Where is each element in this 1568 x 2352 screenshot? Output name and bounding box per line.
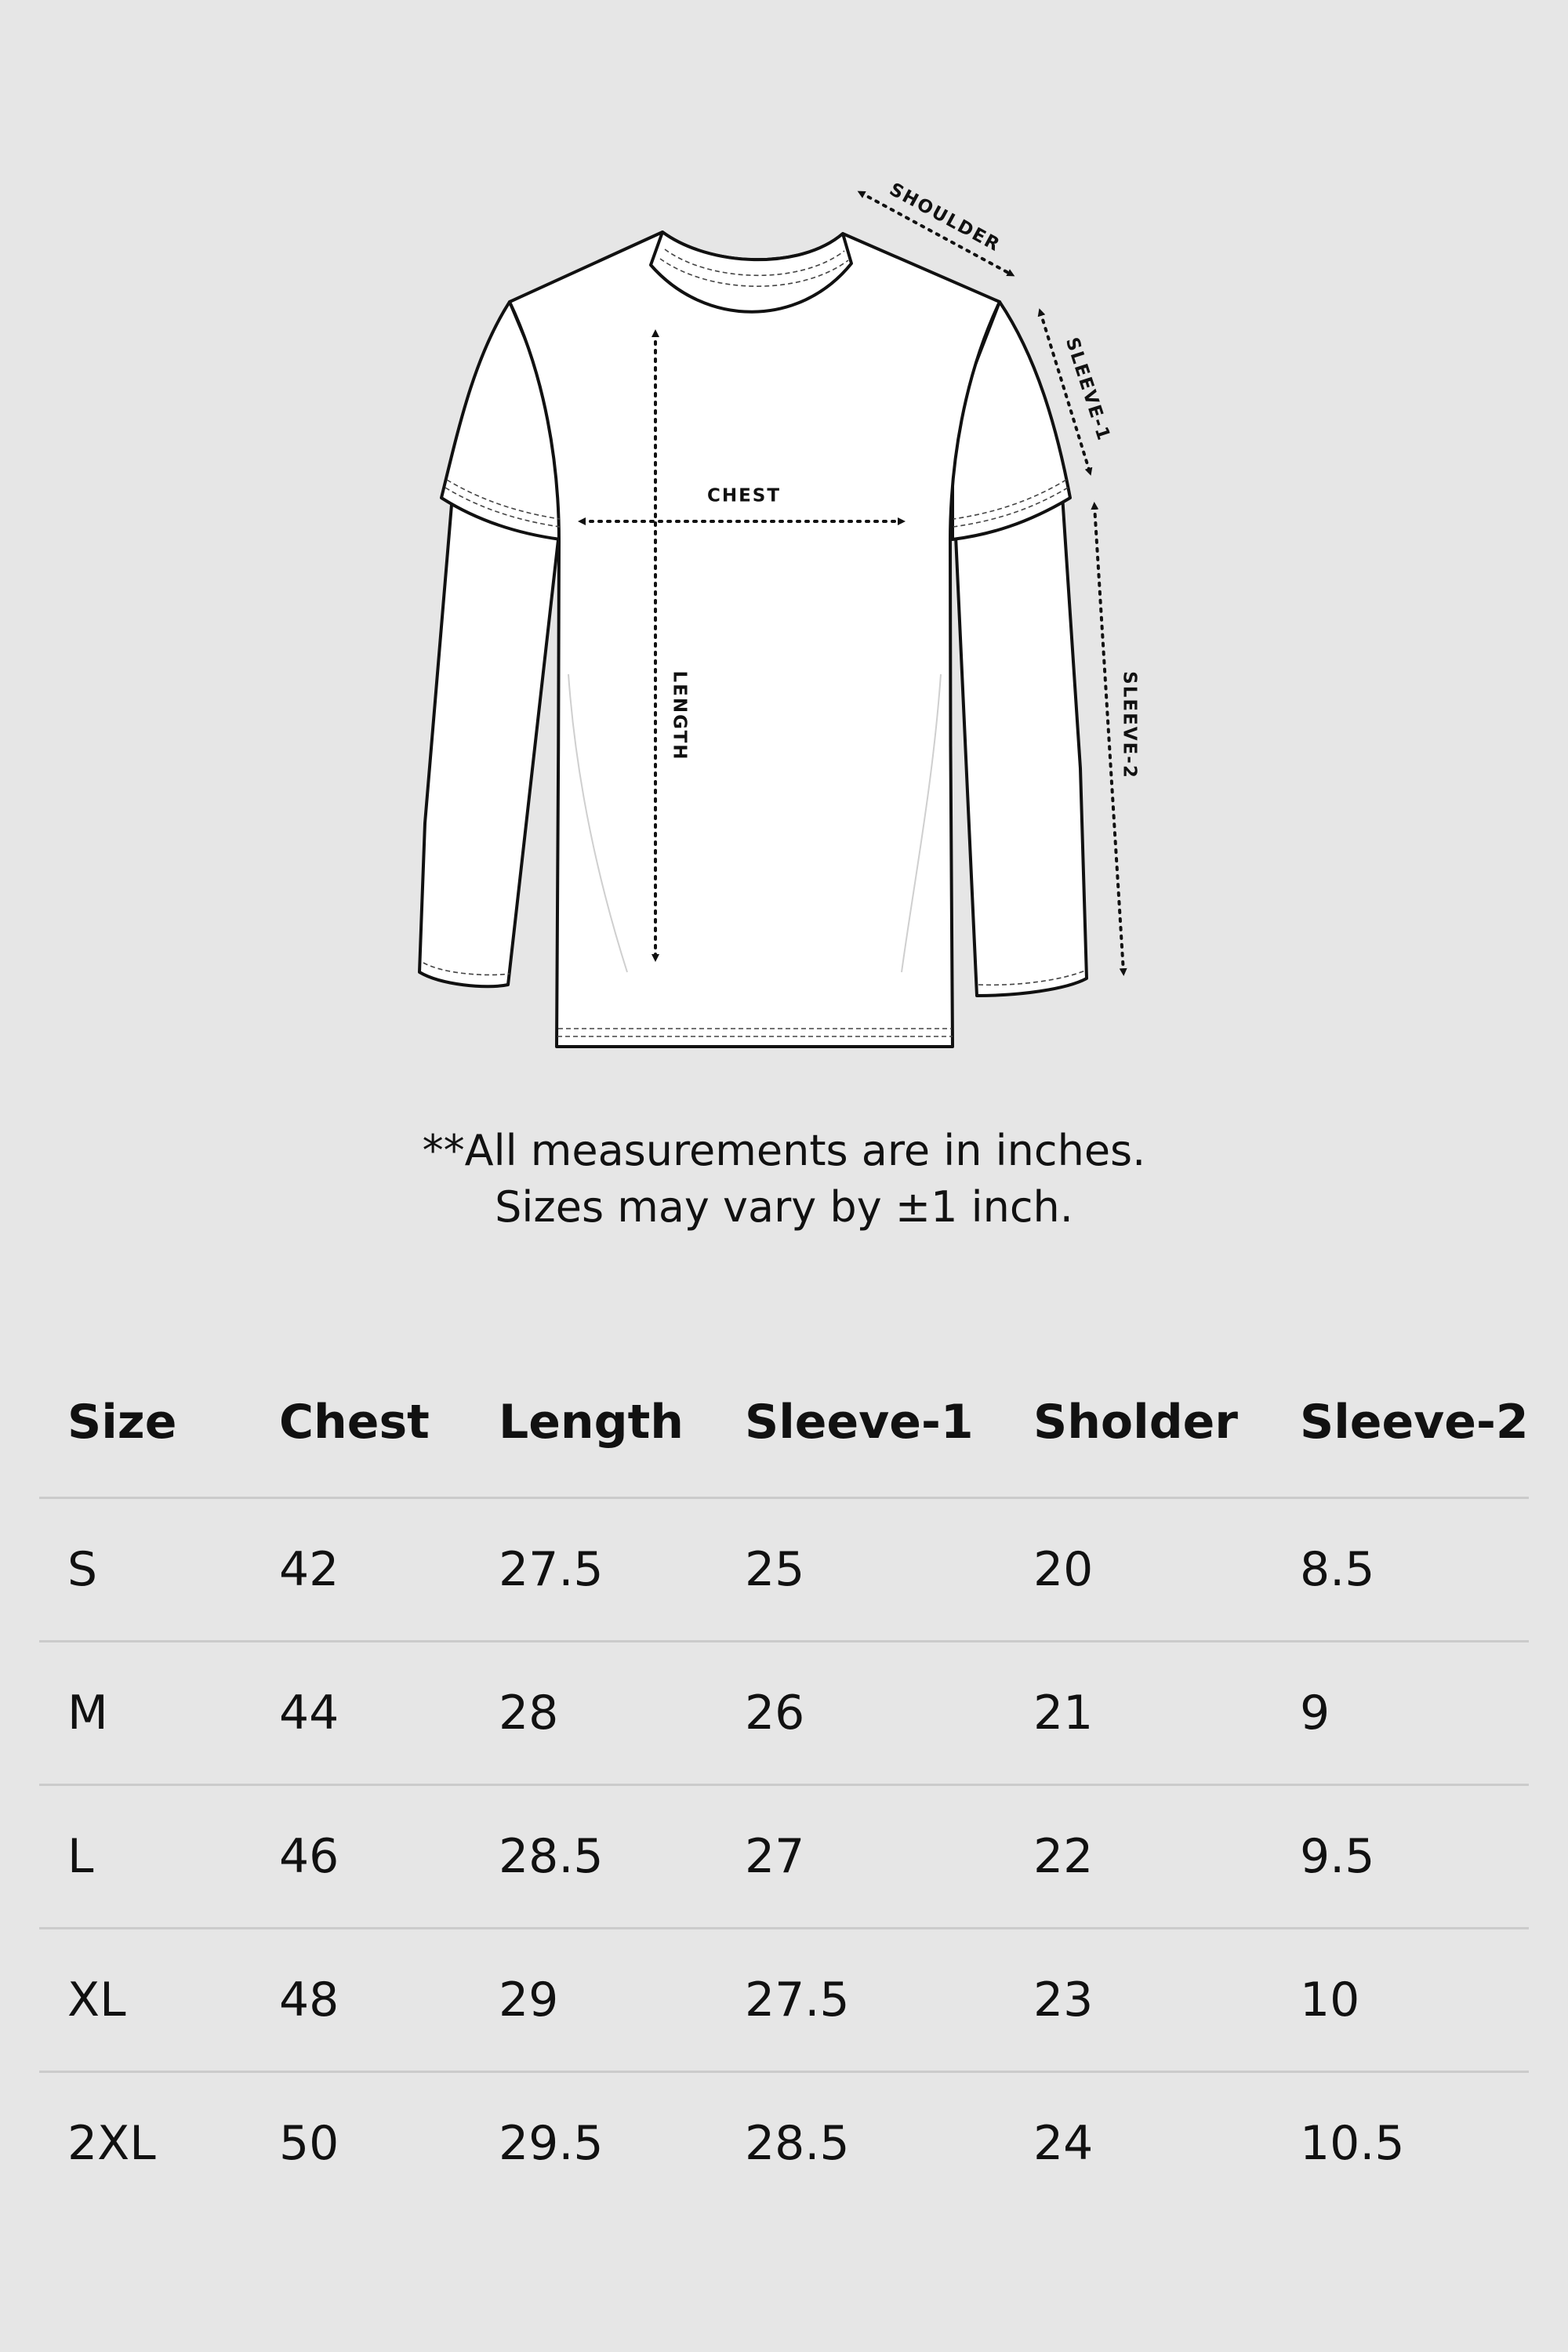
tshirt-outline: [419, 232, 1087, 1047]
measurement-note: [0, 1123, 1568, 1236]
table-cell: 50: [279, 2116, 339, 2172]
shoulder-label: SHOULDER: [885, 179, 1004, 256]
length-label: LENGTH: [669, 670, 690, 761]
table-cell: 29.5: [499, 2116, 604, 2172]
table-header-row: [39, 1348, 1529, 1497]
table-cell: 42: [251, 1497, 470, 1641]
table-cell: 28: [470, 1641, 717, 1784]
table-cell: 10.5: [1300, 2116, 1405, 2172]
tshirt-body: [510, 232, 1000, 1047]
table-row: [39, 1497, 1529, 1641]
table-row: [39, 1784, 1529, 1928]
table-cell: 27: [717, 1784, 1005, 1928]
table-cell: 20: [1005, 1497, 1272, 1641]
table-cell: L: [39, 1784, 251, 1928]
table-cell: 2XL: [67, 2116, 156, 2172]
tshirt-measurement-diagram: [0, 0, 1568, 1098]
table-cell: 44: [251, 1641, 470, 1784]
column-header-size: Size: [39, 1348, 251, 1497]
table-cell: 9: [1272, 1641, 1529, 1784]
table-cell: 46: [251, 1784, 470, 1928]
sleeve2-label: SLEEVE-2: [1119, 671, 1140, 779]
table-cell: 29: [470, 1928, 717, 2071]
note-line-1: **All measurements are in inches.: [422, 1126, 1146, 1175]
table-cell: 28.5: [745, 2116, 850, 2172]
table-cell: 28.5: [470, 1784, 717, 1928]
column-header-sleeve2: Sleeve-2: [1272, 1348, 1529, 1497]
table-cell: 25: [717, 1497, 1005, 1641]
left-long-sleeve: [419, 495, 561, 986]
table-cell: 23: [1005, 1928, 1272, 2071]
sleeve1-label: SLEEVE-1: [1061, 335, 1115, 445]
chest-label: CHEST: [706, 485, 782, 506]
table-cell: 22: [1005, 1784, 1272, 1928]
table-cell: M: [39, 1641, 251, 1784]
table-cell: 27.5: [717, 1928, 1005, 2071]
table-cell: 21: [1005, 1641, 1272, 1784]
table-cell: S: [39, 1497, 251, 1641]
table-cell: 8.5: [1272, 1497, 1529, 1641]
table-cell: 10: [1272, 1928, 1529, 2071]
column-header-shoulder: Sholder: [1005, 1348, 1272, 1497]
column-header-chest: Chest: [251, 1348, 470, 1497]
table-cell: 26: [717, 1641, 1005, 1784]
table-row: [39, 1928, 1529, 2071]
table-row: [39, 2071, 1529, 2215]
sleeve2-arrow: [1094, 506, 1123, 972]
table-cell: XL: [39, 1928, 251, 2071]
table-row: [39, 1641, 1529, 1784]
table-cell: 9.5: [1272, 1784, 1529, 1928]
size-chart-table: [39, 1348, 1529, 2215]
column-header-sleeve1: Sleeve-1: [717, 1348, 1005, 1497]
table-cell: 27.5: [470, 1497, 717, 1641]
table-cell: 24: [1033, 2116, 1094, 2172]
right-long-sleeve: [955, 495, 1087, 996]
table-cell: 48: [251, 1928, 470, 2071]
column-header-length: Length: [470, 1348, 717, 1497]
note-line-2: Sizes may vary by ±1 inch.: [495, 1182, 1073, 1232]
